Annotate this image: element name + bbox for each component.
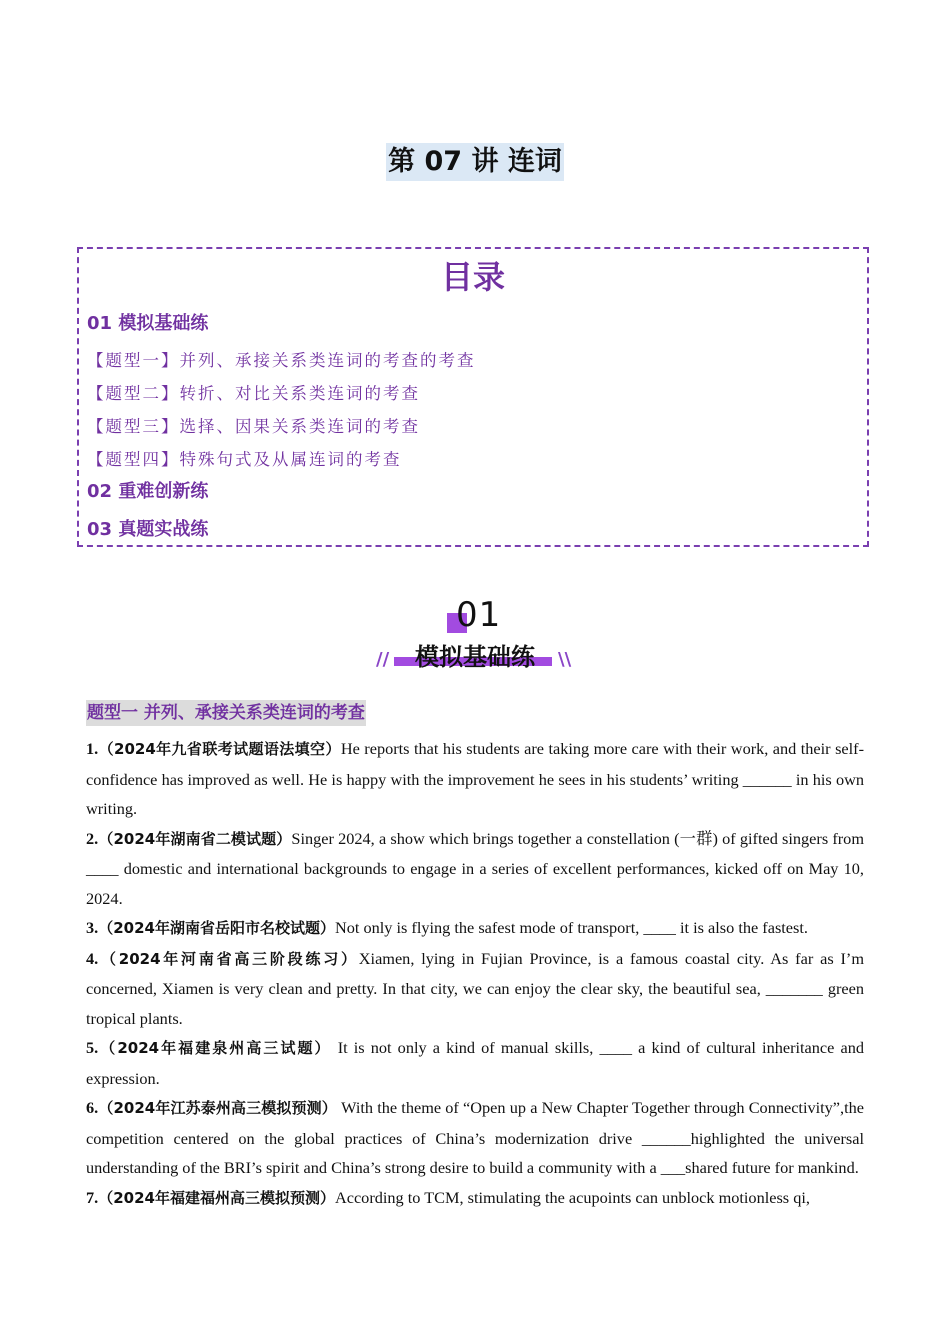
question-text: He reports that his students are taking more care with their work, and their self-confidence has improved as well. He is happy with the improvement he sees in his students’ writing ______ in his own writing. [86,739,864,818]
toc-section-02[interactable]: 02 重难创新练 [87,481,209,502]
question-7 [86,1183,864,1214]
question-number: 1. [86,739,99,758]
left-slash-icon: // [376,649,390,670]
question-source: （2024年湖南省岳阳市名校试题） [98,919,335,937]
question-number: 2. [86,828,99,848]
question-number: 4. [86,948,99,968]
toc-item-type-2[interactable]: 【题型二】转折、对比关系类连词的考查 [87,384,420,403]
question-3 [86,913,864,944]
table-of-contents [77,247,869,547]
question-text: Xiamen, lying in Fujian Province, is a famous coastal city. As far as I’m concerned, Xiamen is very clean and pretty. In that city, we can enjoy the clear sky, the beautiful sea, _______ green tropical plants. [86,948,864,1028]
toc-section-01[interactable]: 01 模拟基础练 [87,313,209,334]
question-text: Singer 2024, a show which brings together a constellation (一群) of gifted singers from ____ domestic and international backgrounds to engage in a series of excellent performances, kicked off on May 10, 2024. [86,828,864,908]
question-6 [86,1093,864,1183]
question-1 [86,734,864,824]
badge-number: 01 [456,595,502,635]
question-source: （2024年福建福州高三模拟预测） [98,1188,335,1207]
toc-item-type-1[interactable]: 【题型一】并列、承接关系类连词的考查的考查 [87,351,476,370]
toc-section-03[interactable]: 03 真题实战练 [87,519,209,540]
question-number: 5. [86,1038,99,1057]
question-number: 7. [86,1187,99,1207]
type-heading: 题型一 并列、承接关系类连词的考查 [86,700,366,726]
question-2 [86,824,864,914]
toc-heading: 目录 [440,258,505,296]
question-source: （2024年江苏泰州高三模拟预测） [98,1099,337,1117]
question-source: （2024年福建泉州高三试题） [98,1039,332,1057]
page-title: 第 07 讲 连词 [386,143,564,181]
right-slash-icon: \\ [558,649,572,670]
question-source: （2024年河南省高三阶段练习） [98,949,359,968]
question-4 [86,944,864,1034]
question-source: （2024年湖南省二模试题） [98,829,292,848]
question-source: （2024年九省联考试题语法填空） [98,740,341,758]
question-5 [86,1033,864,1093]
question-text: It is not only a kind of manual skills, ____ a kind of cultural inheritance and expression. [86,1038,864,1088]
question-text: According to TCM, stimulating the acupoints can unblock motionless qi, [334,1187,810,1207]
badge-label: 模拟基础练 [415,643,535,671]
question-text: With the theme of “Open up a New Chapter Together through Connectivity”,the competition centered on the global practices of China’s modernization drive ______highlighted the universal understanding of the BRI’s spirit and China’s strong desire to build a community with a ___shared future for mankind. [86,1098,864,1177]
toc-item-type-3[interactable]: 【题型三】选择、因果关系类连词的考查 [87,417,420,436]
toc-item-type-4[interactable]: 【题型四】特殊句式及从属连词的考查 [87,450,402,469]
question-number: 6. [86,1098,99,1117]
question-number: 3. [86,918,99,937]
section-badge [370,595,580,675]
title-wrap [0,143,950,181]
question-text: Not only is flying the safest mode of transport, ____ it is also the fastest. [334,918,808,937]
question-list [86,734,864,1213]
